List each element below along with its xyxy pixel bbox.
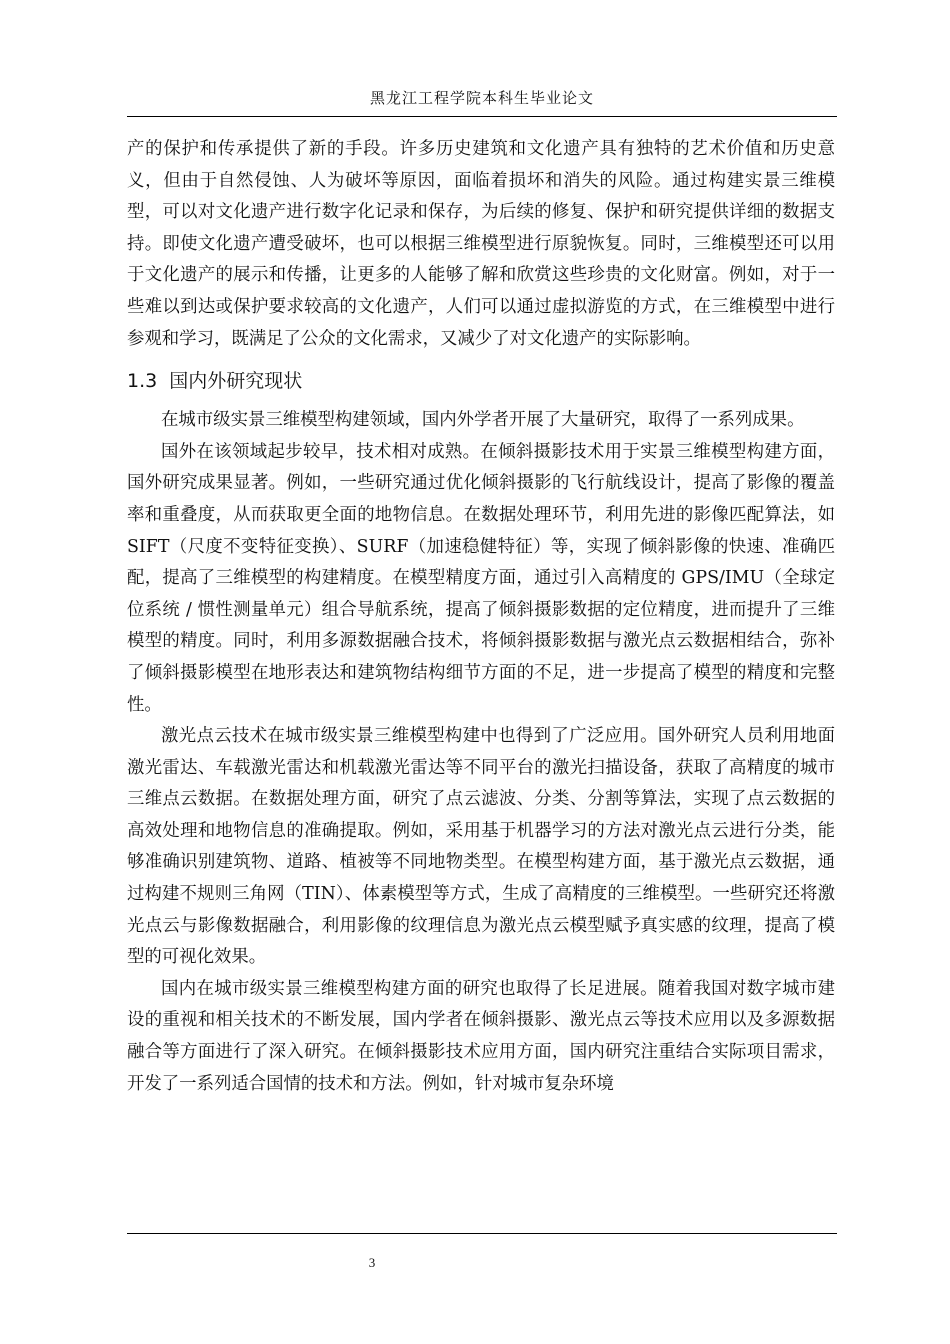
header-divider <box>127 116 837 117</box>
section-heading <box>127 365 835 397</box>
paragraph: 激光点云技术在城市级实景三维模型构建中也得到了广泛应用。国外研究人员利用地面激光雷达、车载激光雷达和机载激光雷达等不同平台的激光扫描设备，获取了高精度的城市三维点云数据。在数据处理方面，研究了点云滤波、分类、分割等算法，实现了点云数据的高效处理和地物信息的准确提取。例如，采用基于机器学习的方法对激光点云进行分类，能够准确识别建筑物、道路、植被等不同地物类型。在模型构建方面，基于激光点云数据，通过构建不规则三角网（TIN）、体素模型等方式，生成了高精度的三维模型。一些研究还将激光点云与影像数据融合，利用影像的纹理信息为激光点云模型赋予真实感的纹理，提高了模型的可视化效果。 <box>127 726 835 968</box>
section-title: 国内外研究现状 <box>169 370 303 393</box>
paragraph: 在城市级实景三维模型构建领域，国内外学者开展了大量研究，取得了一系列成果。 <box>161 410 805 431</box>
footer-divider <box>127 1233 837 1234</box>
paragraph: 国外在该领域起步较早，技术相对成熟。在倾斜摄影技术用于实景三维模型构建方面，国外研究成果显著。例如，一些研究通过优化倾斜摄影的飞行航线设计，提高了影像的覆盖率和重叠度，从而获取更全面的地物信息。在数据处理环节，利用先进的影像匹配算法，如 SIFT（尺度不变特征变换）、SURF（加速稳健特征）等，实现了倾斜影像的快速、准确匹配，提高了三维模型的构建精度。在模型精度方面，通过引入高精度的 GPS/IMU（全球定位系统 / 惯性测量单元）组合导航系统，提高了倾斜摄影数据的定位精度，进而提升了三维模型的精度。同时，利用多源数据融合技术，将倾斜摄影数据与激光点云数据相结合，弥补了倾斜摄影模型在地形表达和建筑物结构细节方面的不足，进一步提高了模型的精度和完整性。 <box>127 441 835 715</box>
body-text <box>127 134 835 1100</box>
section-number: 1.3 <box>127 370 158 393</box>
page-number: 3 <box>368 1255 376 1270</box>
page-header-title: 黑龙江工程学院本科生毕业论文 <box>369 89 594 107</box>
paragraph-continued: 产的保护和传承提供了新的手段。许多历史建筑和文化遗产具有独特的艺术价值和历史意义，但由于自然侵蚀、人为破坏等原因，面临着损坏和消失的风险。通过构建实景三维模型，可以对文化遗产进行数字化记录和保存，为后续的修复、保护和研究提供详细的数据支持。即使文化遗产遭受破坏，也可以根据三维模型进行原貌恢复。同时，三维模型还可以用于文化遗产的展示和传播，让更多的人能够了解和欣赏这些珍贵的文化财富。例如，对于一些难以到达或保护要求较高的文化遗产，人们可以通过虚拟游览的方式，在三维模型中进行参观和学习，既满足了公众的文化需求，又减少了对文化遗产的实际影响。 <box>127 139 835 349</box>
paragraph: 国内在城市级实景三维模型构建方面的研究也取得了长足进展。随着我国对数字城市建设的重视和相关技术的不断发展，国内学者在倾斜摄影、激光点云等技术应用以及多源数据融合等方面进行了深入研究。在倾斜摄影技术应用方面，国内研究注重结合实际项目需求，开发了一系列适合国情的技术和方法。例如，针对城市复杂环境 <box>127 978 835 1094</box>
